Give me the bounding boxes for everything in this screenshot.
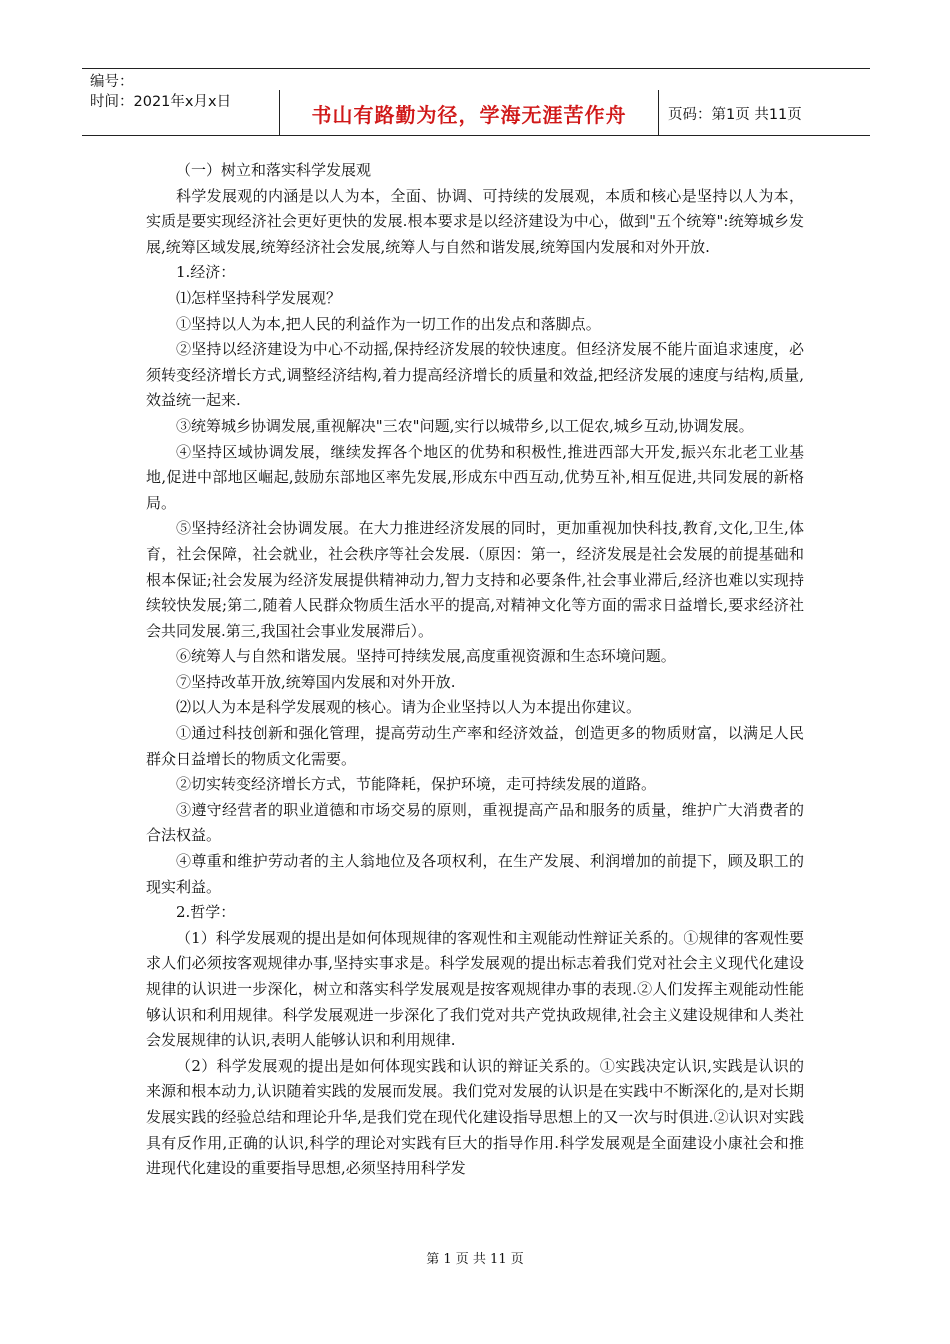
list-item: ⑤坚持经济社会协调发展。在大力推进经济发展的同时，更加重视加快科技,教育,文化,卫生,体育，社会保障，社会就业，社会秩序等社会发展.（原因：第一，经济发展是社会发展的前提基础和根本保证;社会发展为经济发展提供精神动力,智力支持和必要条件,社会事业滞后,经济也难以实现持续较快发展;第二,随着人民群众物质生活水平的提高,对精神文化等方面的需求日益增长,要求经济社会共同发展.第三,我国社会事业发展滞后）。 (146, 519, 804, 640)
header-top-rule (82, 68, 870, 69)
document-body (146, 158, 804, 1182)
header-divider-right (658, 90, 659, 136)
subheading-philosophy: 2.哲学： (176, 903, 236, 922)
list-item: ④坚持区域协调发展，继续发挥各个地区的优势和积极性,推进西部大开发,振兴东北老工业基地,促进中部地区崛起,鼓励东部地区率先发展,形成东中西互动,优势互补,相互促进,共同发展的新格局。 (146, 442, 804, 512)
question-heading: ⑴怎样坚持科学发展观？ (176, 288, 342, 307)
section-heading: （一）树立和落实科学发展观 (176, 161, 372, 179)
number-label: 编号： (90, 74, 134, 90)
list-item: ⑦坚持改革开放,统筹国内发展和对外开放. (176, 672, 456, 691)
header-meta (90, 72, 231, 112)
list-item: ①坚持以人为本,把人民的利益作为一切工作的出发点和落脚点。 (176, 314, 601, 333)
list-item: ③统筹城乡协调发展,重视解决"三农"问题,实行以城带乡,以工促农,城乡互动,协调发展。 (176, 416, 754, 435)
list-item: ②坚持以经济建设为中心不动摇,保持经济发展的较快速度。但经济发展不能片面追求速度，必须转变经济增长方式,调整经济结构,着力提高经济增长的质量和效益,把经济发展的速度与结构,质量,效益统一起来. (146, 340, 804, 410)
document-header (82, 68, 870, 136)
time-label: 时间：2021年x月x日 (90, 94, 232, 110)
header-page-info: 页码：第1页 共11页 (668, 106, 802, 123)
page-footer: 第 1 页 共 11 页 (426, 1252, 524, 1267)
paragraph-philosophy-2: （2）科学发展观的提出是如何体现实践和认识的辩证关系的。①实践决定认识,实践是认识的来源和根本动力,认识随着实践的发展而发展。我们党对发展的认识是在实践中不断深化的,是对长期发展实践的经验总结和理论升华,是我们党在现代化建设指导思想上的又一次与时俱进.②认识对实践具有反作用,正确的认识,科学的理论对实践有巨大的指导作用.科学发展观是全面建设小康社会和推进现代化建设的重要指导思想,必须坚持用科学发 (146, 1056, 804, 1178)
header-motto: 书山有路勤为径，学海无涯苦作舟 (311, 102, 627, 127)
list-item: ②切实转变经济增长方式，节能降耗，保护环境，走可持续发展的道路。 (176, 775, 657, 794)
list-item: ③遵守经营者的职业道德和市场交易的原则，重视提高产品和服务的质量，维护广大消费者的合法权益。 (146, 800, 804, 845)
paragraph-definition: 科学发展观的内涵是以人为本，全面、协调、可持续的发展观，本质和核心是坚持以人为本，实质是要实现经济社会更好更快的发展.根本要求是以经济建设为中心，做到"五个统筹":统筹城乡发展,统筹区域发展,统筹经济社会发展,统筹人与自然和谐发展,统筹国内发展和对外开放. (146, 186, 804, 256)
question-heading: ⑵以人为本是科学发展观的核心。请为企业坚持以人为本提出你建议。 (176, 698, 642, 717)
list-item: ④尊重和维护劳动者的主人翁地位及各项权利，在生产发展、利润增加的前提下，顾及职工的现实利益。 (146, 852, 804, 896)
subheading-economy: 1.经济： (176, 263, 236, 282)
paragraph-philosophy-1: （1）科学发展观的提出是如何体现规律的客观性和主观能动性辩证关系的。①规律的客观性要求人们必须按客观规律办事,坚持实事求是。科学发展观的提出标志着我们党对社会主义现代化建设规律的认识进一步深化，树立和落实科学发展观是按客观规律办事的表现.②人们发挥主观能动性能够认识和利用规律。科学发展观进一步深化了我们党对共产党执政规律,社会主义建设规律和人类社会发展规律的认识,表明人能够认识和利用规律. (146, 928, 804, 1050)
list-item: ⑥统筹人与自然和谐发展。坚持可持续发展,高度重视资源和生态环境问题。 (176, 647, 676, 666)
list-item: ①通过科技创新和强化管理，提高劳动生产率和经济效益，创造更多的物质财富，以满足人民群众日益增长的物质文化需要。 (146, 724, 804, 768)
